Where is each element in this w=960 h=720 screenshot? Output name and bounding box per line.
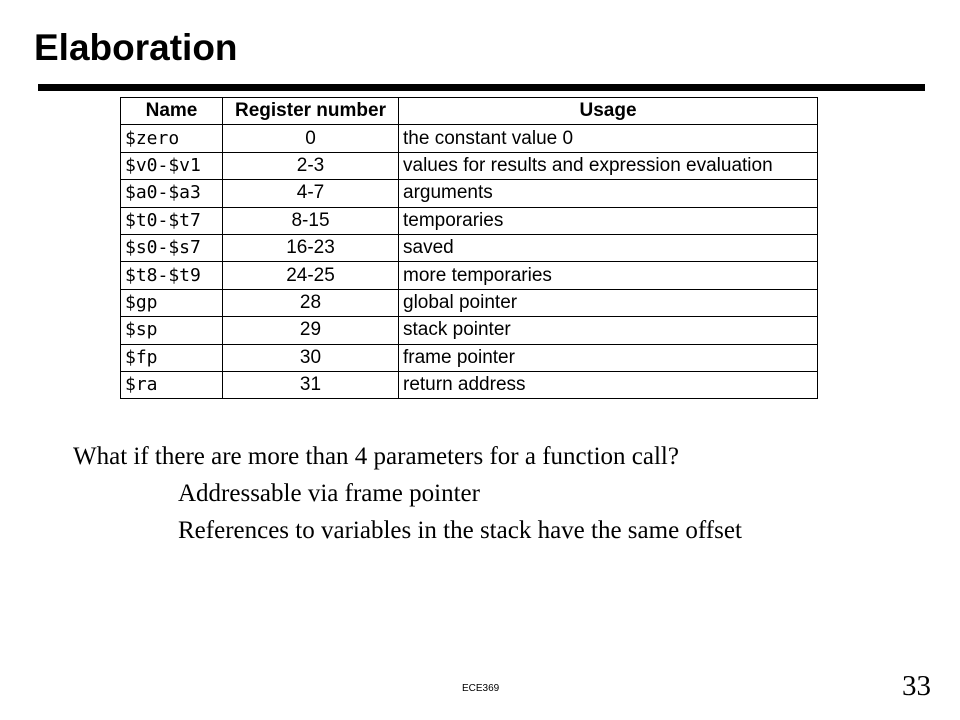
register-number-cell: 28	[223, 289, 399, 316]
point-same-offset: References to variables in the stack have the same offset	[178, 517, 742, 544]
register-name-cell: $sp	[121, 317, 223, 344]
table-row	[121, 152, 818, 179]
register-number-cell: 8-15	[223, 207, 399, 234]
table-row	[121, 344, 818, 371]
slide-title: Elaboration	[34, 27, 238, 68]
register-name-cell: $fp	[121, 344, 223, 371]
register-number-cell: 24-25	[223, 262, 399, 289]
header-name: Name	[121, 98, 223, 125]
table-row	[121, 234, 818, 261]
register-table	[120, 97, 818, 399]
register-usage-cell: arguments	[399, 180, 818, 207]
register-usage-cell: frame pointer	[399, 344, 818, 371]
register-usage-cell: the constant value 0	[399, 125, 818, 152]
table-row	[121, 125, 818, 152]
register-name-cell: $t8-$t9	[121, 262, 223, 289]
register-name-cell: $t0-$t7	[121, 207, 223, 234]
table-row	[121, 289, 818, 316]
body-text	[73, 438, 933, 549]
register-usage-cell: values for results and expression evaluation	[399, 152, 818, 179]
register-name-cell: $s0-$s7	[121, 234, 223, 261]
register-usage-cell: stack pointer	[399, 317, 818, 344]
register-usage-cell: temporaries	[399, 207, 818, 234]
register-usage-cell: saved	[399, 234, 818, 261]
register-number-cell: 4-7	[223, 180, 399, 207]
register-name-cell: $ra	[121, 371, 223, 398]
point-frame-pointer: Addressable via frame pointer	[178, 480, 480, 507]
register-number-cell: 30	[223, 344, 399, 371]
question-text: What if there are more than 4 parameters for a function call?	[73, 443, 679, 470]
table-header-row	[121, 98, 818, 125]
page-number: 33	[902, 670, 931, 702]
title-underline	[38, 84, 925, 91]
register-name-cell: $v0-$v1	[121, 152, 223, 179]
register-usage-cell: global pointer	[399, 289, 818, 316]
table-row	[121, 371, 818, 398]
register-number-cell: 16-23	[223, 234, 399, 261]
header-usage: Usage	[399, 98, 818, 125]
register-usage-cell: more temporaries	[399, 262, 818, 289]
table-row	[121, 262, 818, 289]
register-number-cell: 2-3	[223, 152, 399, 179]
table-row	[121, 317, 818, 344]
register-name-cell: $gp	[121, 289, 223, 316]
register-name-cell: $zero	[121, 125, 223, 152]
table-row	[121, 180, 818, 207]
table-row	[121, 207, 818, 234]
register-number-cell: 29	[223, 317, 399, 344]
register-name-cell: $a0-$a3	[121, 180, 223, 207]
header-register-number: Register number	[223, 98, 399, 125]
register-number-cell: 31	[223, 371, 399, 398]
course-label: ECE369	[462, 683, 500, 694]
register-usage-cell: return address	[399, 371, 818, 398]
register-number-cell: 0	[223, 125, 399, 152]
